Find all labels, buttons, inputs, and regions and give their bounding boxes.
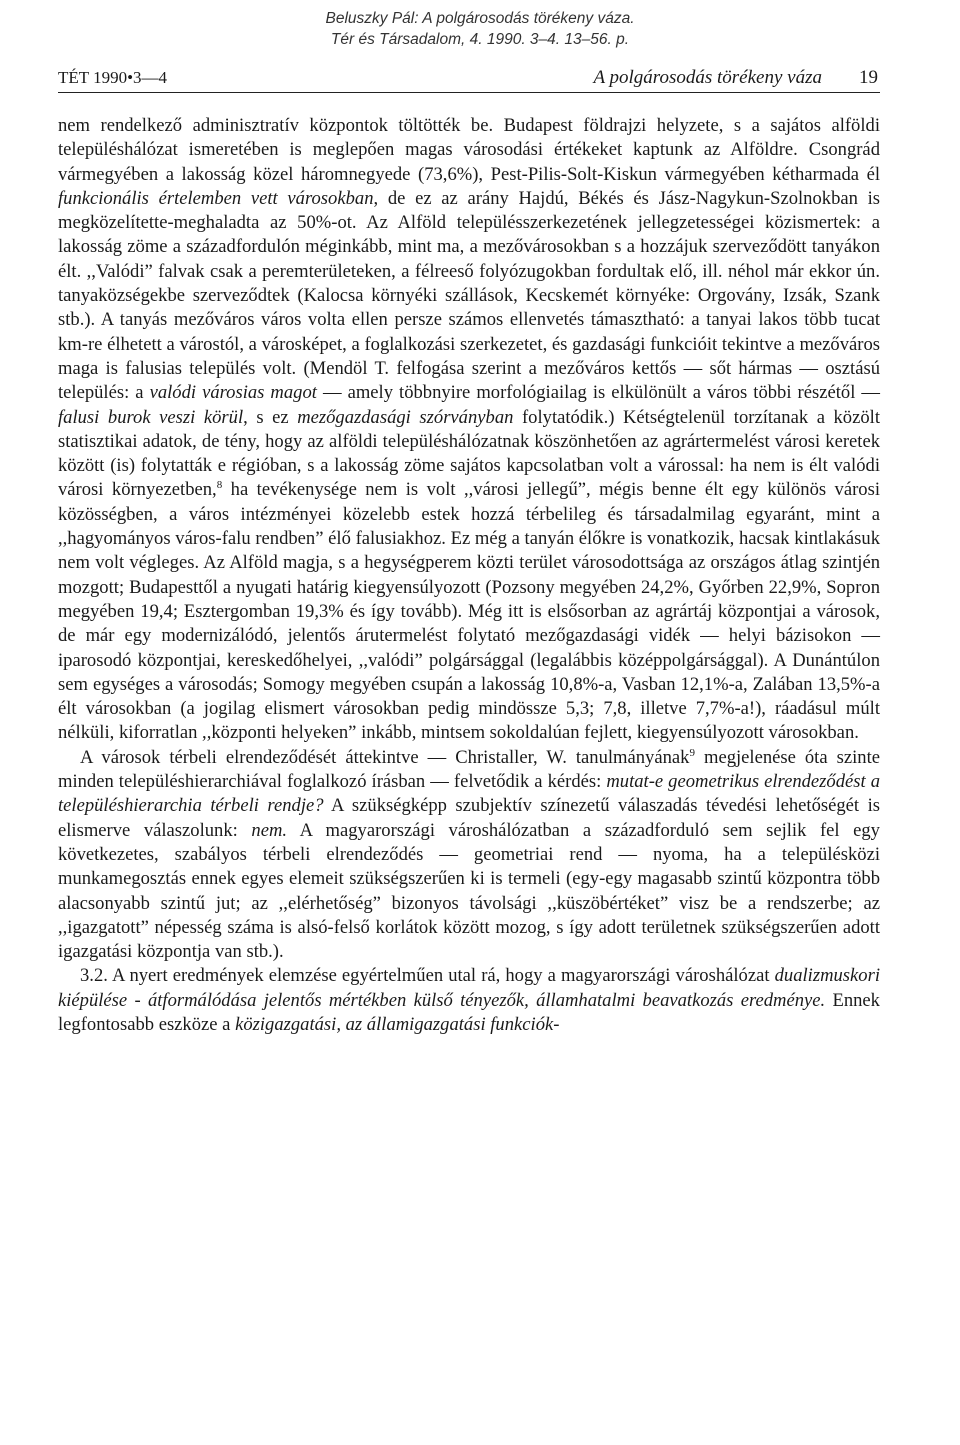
text-run: A magyarországi városhálózatban a századforduló sem sejlik fel egy következetes, szabályos térbeli elrendeződés — geometriai rend — nyoma, ha a településközi munkamegosztás ennek egyes elemeit szükségszerűen ki is termeli (egy-egy magasabb szintű központra több alacsonyabb szintű jut; az ,,elérhetőség” bizonyos távolsági ,,küszöbértéket” visz be a rendszerbe; az ,,igazgatott” népesség száma is alsó-felső korlátok között mozog, s így adott területnek szükségszerűen adott igazgatási központja van stb.). <box>58 819 880 963</box>
italic-phrase: nem. <box>251 819 288 841</box>
text-run: — amely többnyire morfológiailag is elkülönült a város többi részétől — <box>316 382 880 404</box>
paragraph <box>58 114 880 746</box>
text-run: Ennek legfontosabb eszköze a <box>58 989 880 1035</box>
body-text <box>58 114 880 1037</box>
italic-phrase: falusi burok veszi körül <box>58 406 244 428</box>
citation-line-1: Beluszky Pál: A polgárosodás törékeny váza. <box>325 10 635 27</box>
journal-issue: TÉT 1990•3—4 <box>58 68 168 87</box>
text-run: A szükségképp szubjektív színezetű válaszadás tévedési lehetőségét is elismerve válaszolunk: <box>58 795 880 841</box>
citation-line-2: Tér és Társadalom, 4. 1990. 3–4. 13–56. p. <box>330 31 630 48</box>
paragraph <box>58 746 880 965</box>
citation-header <box>0 8 960 50</box>
text-run: ha tevékenysége nem is volt ,,városi jellegű”, mégis benne élt egy különös városi közösségben, a város intézményei közelebb estek hozzá térbelileg és társadalmilag egyaránt, mint a ,,hagyományos város-falu rendben” élő falusiakhoz. Ez még a tanyán élőkre is vonatkozik, hacsak kintlakásuk nem volt végleges. Az Alföld magja, s a hegységperem közti terület városodottsága az országos átlag szintjén mozgott; Budapesttől a nyugati határig kiegyensúlyozott (Pozsony megyében 24,2%, Győrben 22,9%, Sopron megyében 19,4; Esztergomban 19,3% és így tovább). Még itt is elsősorban az agrártáj központjai a városok, de már egy modernizálódó, jelentős árutermelést folytató mezőgazdasági vidék — helyi bázisokon — iparosodó központjai, kereskedőhelyei, ,,valódi” polgársággal (legalábbis középpolgársággal). A Dunántúlon sem egységes a városodás; Somogy megyében csupán a lakosság 10,8%-a, Vasban 12,1%-a, Zalában 13,5%-a élt városokban (a jogilag elismert városokban pedig mindössze 5,3; 7,8, illetve 7,7%-a!), ráadásul múlt nélküli, kiforratlan ,,központi helyeken” inkább, mintsem sokoldalúan fejlett, kiegyensúlyozott városokban. <box>58 479 880 744</box>
text-run: folytatódik.) Kétségtelenül torzítanak a közölt statisztikai adatok, de tény, hogy az alföldi településhálózatnak köszönhetően az agrártermelést városi keretek között (is) folytatták e régióban, s a lakosság zöme sajátos kapcsolatban volt a várossal: ha nem is élt valódi városi környezetben, <box>58 406 880 501</box>
italic-phrase: dualizmuskori kiépülése - átformálódása jelentős mértékben külső tényezők, államhatalmi beavatkozás eredménye. <box>58 965 880 1011</box>
footnote-marker: 8 <box>216 479 223 492</box>
italic-phrase: mutat-e geometrikus elrendeződést a településhierarchia térbeli rendje? <box>58 771 880 817</box>
running-title: A polgárosodás törékeny váza <box>593 67 822 88</box>
paragraph <box>58 964 880 1037</box>
text-run: nem rendelkező adminisztratív központok töltötték be. Budapest földrajzi helyzete, s a sajátos alföldi településhálózat ismeretében is meglepően magas városodási értékeket kaptunk az Alföldre. Csongrád vármegyében a lakosság közel háromnegyede (73,6%), Pest-Pilis-Solt-Kiskun vármegyében kétharmada él <box>58 115 880 185</box>
text-run: 3.2. A nyert eredmények elemzése egyértelműen utal rá, hogy a magyarországi városhálózat <box>80 965 775 987</box>
text-run: megjelenése óta szinte minden településhierarchiával foglalkozó írásban — felvetődik a kérdés: <box>58 746 880 793</box>
running-head <box>58 66 880 93</box>
italic-phrase: mezőgazdasági szórványban <box>297 406 514 428</box>
text-run: , de ez az arány Hajdú, Békés és Jász-Nagykun-Szolnokban is megközelítette-meghaladta az 50%-ot. Az Alföld településszerkezetének jellegzetességei közismertek: a lakosság zöme a századfordulón méginkább, mint ma, a mezővárosokban s a hozzájuk szerveződött tanyákon élt. ,,Valódi” falvak csak a peremterületeken, a félreeső folyózugokban fordultak elő, ill. néhol már ekkor ún. tanyaközségekbe szerveződtek (Kalocsa környéki szállások, Kecskemét környéke: Orgovány, Izsák, Szank stb.). A tanyás mezőváros város volta ellen persze számos ellenvetés támasztható: a tanyai lakos több tucat km-re élhetett a várostól, a városképet, a foglalkozási szerkezetet, és gazdasági funkcióit tekintve a mezőváros maga is falusias település volt. (Mendöl T. felfogása szerint a mezőváros kettős — sőt hármas — osztású település: a <box>58 187 881 404</box>
italic-phrase: közigazgatási, az államigazgatási funkciók- <box>235 1013 560 1035</box>
footnote-marker: 9 <box>689 746 695 759</box>
text-run: , s ez <box>243 406 298 428</box>
text-run: A városok térbeli elrendeződését áttekintve — Christaller, W. tanulmányának <box>80 746 690 768</box>
italic-phrase: funkcionális értelemben vett városokban <box>58 187 374 209</box>
italic-phrase: valódi városias magot <box>149 382 317 404</box>
page-number: 19 <box>859 67 878 88</box>
